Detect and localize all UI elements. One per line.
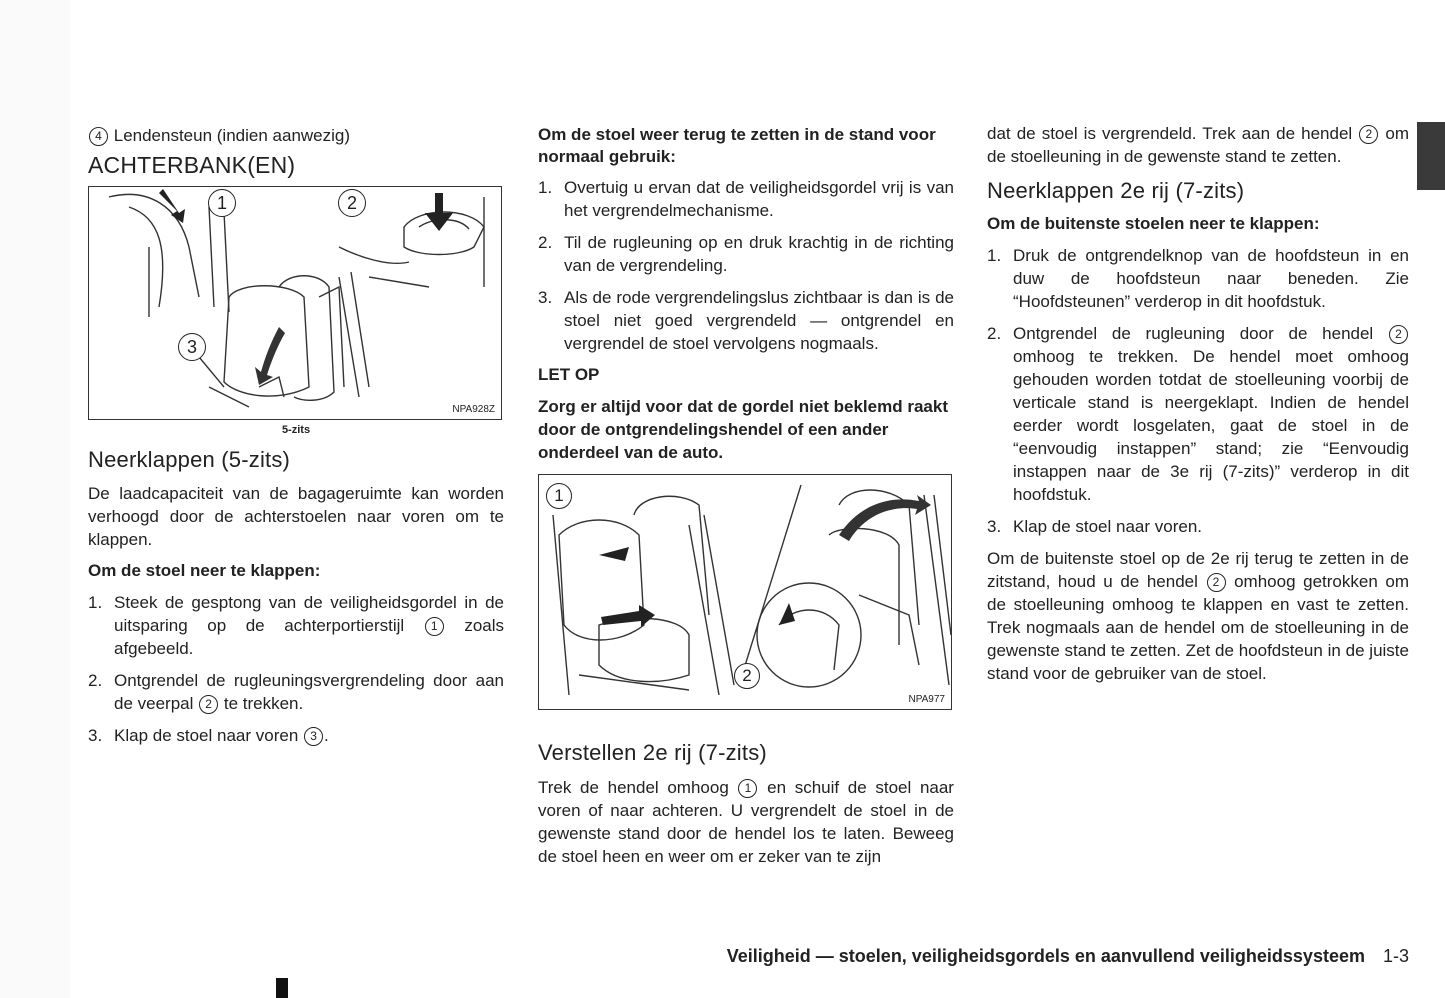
step-1-callout: 1	[425, 617, 444, 636]
caution-text: Zorg er altijd voor dat de gordel niet beklemd raakt door de ontgrendelingshendel of een ander onderdeel van de auto.	[538, 397, 948, 462]
para-return-a: Om de buitenste stoel op de 2e rij terug te zetten in de zitstand, houd u de hendel	[987, 549, 1409, 591]
restore-step-2	[538, 231, 954, 277]
rear-seat-illustration	[89, 187, 501, 419]
heading-fold-5: Neerklappen (5-zits)	[88, 447, 291, 472]
para-return-b: omhoog getrokken om de stoelleuning omhoog te klappen en vast te zetten. Trek nogmaals aan de hendel om de stoelleuning in de gewenste stand te zetten. Zet de hoofdsteun in de juiste stand voor de gebruiker van de stoel.	[987, 572, 1409, 683]
heading-adjust: Verstellen 2e rij (7-zits)	[538, 740, 767, 765]
steps-fold	[88, 591, 504, 747]
step-2-number: 2.	[88, 671, 103, 690]
para-adjust-callout: 1	[738, 779, 757, 798]
fold7-step-2-text-b: omhoog te trekken. De hendel moet omhoog gehouden worden totdat de stoelleuning voorbij de verticale stand is neergeklapt. Indien de hendel eerder wordt losgelaten, gaat de stoel in de “eenvoudig instappen” stand; zie “Eenvoudig instappen naar de 3e rij (7-zits)” verderop in dit hoofdstuk.	[1013, 347, 1409, 504]
arrow-lever-graphic	[599, 547, 629, 561]
subhead-fold: Om de stoel neer te klappen:	[88, 561, 321, 580]
footer-title: Veiligheid — stoelen, veiligheidsgordels en aanvullend veiligheidssysteem	[726, 946, 1365, 966]
figure-7-seat	[538, 474, 952, 710]
steps-fold-7	[987, 244, 1409, 538]
column-middle	[538, 122, 954, 868]
restore-step-3-number: 3.	[538, 288, 553, 307]
fold7-step-2-number: 2.	[987, 324, 1002, 343]
step-1-text-b: zoals afgebeeld.	[114, 616, 504, 658]
page-number: 1-3	[1382, 946, 1409, 966]
step-1-number: 1.	[88, 593, 103, 612]
fold7-step-3-text: Klap de stoel naar voren.	[1013, 517, 1203, 536]
restore-step-3	[538, 286, 954, 355]
restore-step-1-number: 1.	[538, 178, 553, 197]
callout-4: 4	[89, 127, 108, 146]
fold7-step-1-text: Druk de ontgrendelknop van de hoofdsteun in en duw de hoofdsteun naar beneden. Zie “Hoofdsteunen” verderop in dit hoofdstuk.	[1013, 246, 1409, 311]
fold7-step-2-text-a: Ontgrendel de rugleuning door de hendel	[1013, 324, 1374, 343]
section-title: ACHTERBANK(EN)	[88, 152, 296, 178]
crop-mark	[276, 978, 288, 998]
page-footer	[727, 946, 1409, 967]
fold7-step-1	[987, 244, 1409, 313]
step-1-text-a: Steek de gesptong van de veiligheidsgordel in de uitsparing op de achterportierstijl	[114, 593, 504, 635]
arrow-slide-graphic	[601, 605, 655, 627]
column-right	[987, 122, 1409, 685]
chapter-tab	[1417, 122, 1445, 190]
para-return	[987, 547, 1409, 685]
subhead-restore: Om de stoel weer terug te zetten in de stand voor normaal gebruik:	[538, 125, 936, 166]
item-lumbar	[88, 124, 504, 147]
fold7-step-1-number: 1.	[987, 246, 1002, 265]
step-2-text-b: te trekken.	[223, 694, 304, 713]
figure-code: NPA977	[908, 694, 945, 705]
step-3-text-b: .	[324, 726, 329, 745]
restore-step-1-text: Overtuig u ervan dat de veiligheidsgordel vrij is van het vergrendelmechanisme.	[564, 178, 954, 220]
restore-step-1	[538, 176, 954, 222]
callout-2: 2	[338, 189, 366, 217]
page-margin-shade	[0, 0, 70, 998]
arrow-up-graphic	[779, 603, 795, 625]
para-return-callout: 2	[1207, 573, 1226, 592]
steps-restore	[538, 176, 954, 355]
caution-label: LET OP	[538, 365, 600, 384]
para-continued-b: om de stoelleuning in de gewenste stand te zetten.	[987, 124, 1409, 166]
para-adjust-a: Trek de hendel omhoog	[538, 778, 729, 797]
para-continued	[987, 122, 1409, 168]
item-lumbar-text: Lendensteun (indien aanwezig)	[113, 126, 351, 145]
step-3-number: 3.	[88, 726, 103, 745]
arrow-fold-graphic	[255, 327, 285, 385]
fold7-step-3	[987, 515, 1409, 538]
callout-1: 1	[208, 189, 236, 217]
step-2-text-a: Ontgrendel de rugleuningsvergrendeling door aan de veerpal	[114, 671, 504, 713]
column-left	[88, 122, 504, 747]
step-3-text-a: Klap de stoel naar voren	[114, 726, 299, 745]
step-3	[88, 724, 504, 747]
subhead-outer-seats: Om de buitenste stoelen neer te klappen:	[987, 214, 1320, 233]
restore-step-2-number: 2.	[538, 233, 553, 252]
step-3-callout: 3	[304, 727, 323, 746]
para-adjust	[538, 776, 954, 868]
para-adjust-b: en schuif de stoel naar voren of naar achteren. U vergrendelt de stoel in de gewenste stand door de hendel los te laten. Beweeg de stoel heen en weer om er zeker van te zijn	[538, 778, 954, 866]
restore-step-3-text: Als de rode vergrendelingslus zichtbaar is dan is de stoel niet goed vergrendeld — ontgrendel en vergrendel de stoel vervolgens nogmaals.	[564, 288, 954, 353]
restore-step-2-text: Til de rugleuning op en druk krachtig in de richting van de vergrendeling.	[564, 233, 954, 275]
arrow-graphic	[159, 189, 185, 223]
callout-2: 2	[734, 663, 760, 689]
fold7-step-2	[987, 322, 1409, 506]
figure-caption: 5-zits	[281, 424, 311, 436]
figure-code: NPA928Z	[452, 404, 495, 415]
step-2	[88, 669, 504, 715]
para-continued-callout: 2	[1359, 125, 1378, 144]
step-1	[88, 591, 504, 660]
heading-fold-7: Neerklappen 2e rij (7-zits)	[987, 178, 1245, 203]
fold7-step-3-number: 3.	[987, 517, 1002, 536]
figure-5-seat	[88, 186, 502, 420]
callout-3: 3	[178, 333, 206, 361]
fold7-step-2-callout: 2	[1389, 325, 1408, 344]
callout-1: 1	[546, 483, 572, 509]
para-capacity: De laadcapaciteit van de bagageruimte kan worden verhoogd door de achterstoelen naar voren om te klappen.	[88, 484, 504, 549]
step-2-callout: 2	[199, 695, 218, 714]
para-continued-a: dat de stoel is vergrendeld. Trek aan de hendel	[987, 124, 1353, 143]
